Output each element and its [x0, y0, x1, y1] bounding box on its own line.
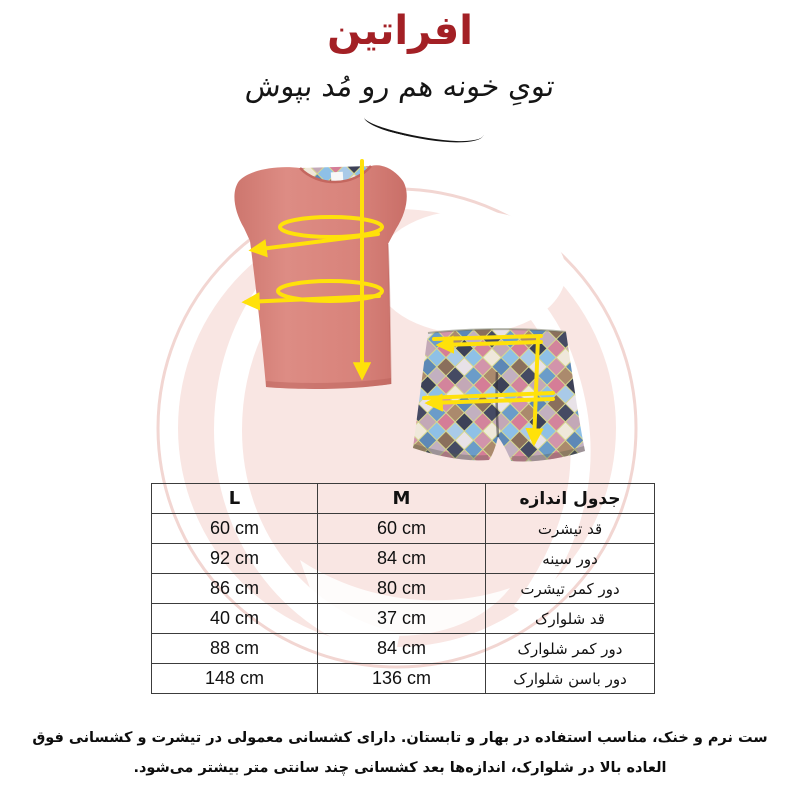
- row-label: دور سینه: [486, 544, 655, 574]
- row-value-m: 136 cm: [318, 664, 486, 694]
- description-line-2: العاده بالا در شلوارک، اندازه‌ها بعد کشسانی چند سانتی متر بیشتر می‌شود.: [133, 760, 667, 776]
- size-table-title-cell: جدول اندازه: [486, 484, 655, 514]
- row-value-m: 84 cm: [318, 544, 486, 574]
- row-value-l: 92 cm: [152, 544, 318, 574]
- row-value-m: 80 cm: [318, 574, 486, 604]
- description-line-1: ست نرم و خنک، مناسب استفاده در بهار و تابستان. دارای کشسانی معمولی در تیشرت و کشسانی فوق: [32, 730, 768, 746]
- table-row: [152, 574, 655, 604]
- row-label: دور کمر شلوارک: [486, 634, 655, 664]
- row-value-l: 148 cm: [152, 664, 318, 694]
- table-row: [152, 664, 655, 694]
- brand-logo: افراتین: [327, 8, 473, 54]
- table-row: [152, 634, 655, 664]
- row-value-m: 37 cm: [318, 604, 486, 634]
- row-label: دور باسن شلوارک: [486, 664, 655, 694]
- row-label: قد تیشرت: [486, 514, 655, 544]
- table-row: [152, 514, 655, 544]
- table-row: [152, 604, 655, 634]
- row-label: دور کمر تیشرت: [486, 574, 655, 604]
- tagline-calligraphy: تویِ خونه هم رو مُد بپوش: [244, 69, 556, 103]
- size-table-header-row: [152, 484, 655, 514]
- row-value-l: 86 cm: [152, 574, 318, 604]
- row-value-l: 88 cm: [152, 634, 318, 664]
- row-label: قد شلوارک: [486, 604, 655, 634]
- row-value-l: 40 cm: [152, 604, 318, 634]
- product-description: [0, 723, 800, 783]
- table-row: [152, 544, 655, 574]
- row-value-l: 60 cm: [152, 514, 318, 544]
- tshirt-image: [234, 165, 406, 389]
- row-value-m: 84 cm: [318, 634, 486, 664]
- size-table: [151, 483, 655, 694]
- size-table-col-l: L: [152, 484, 318, 514]
- size-table-col-m: M: [318, 484, 486, 514]
- row-value-m: 60 cm: [318, 514, 486, 544]
